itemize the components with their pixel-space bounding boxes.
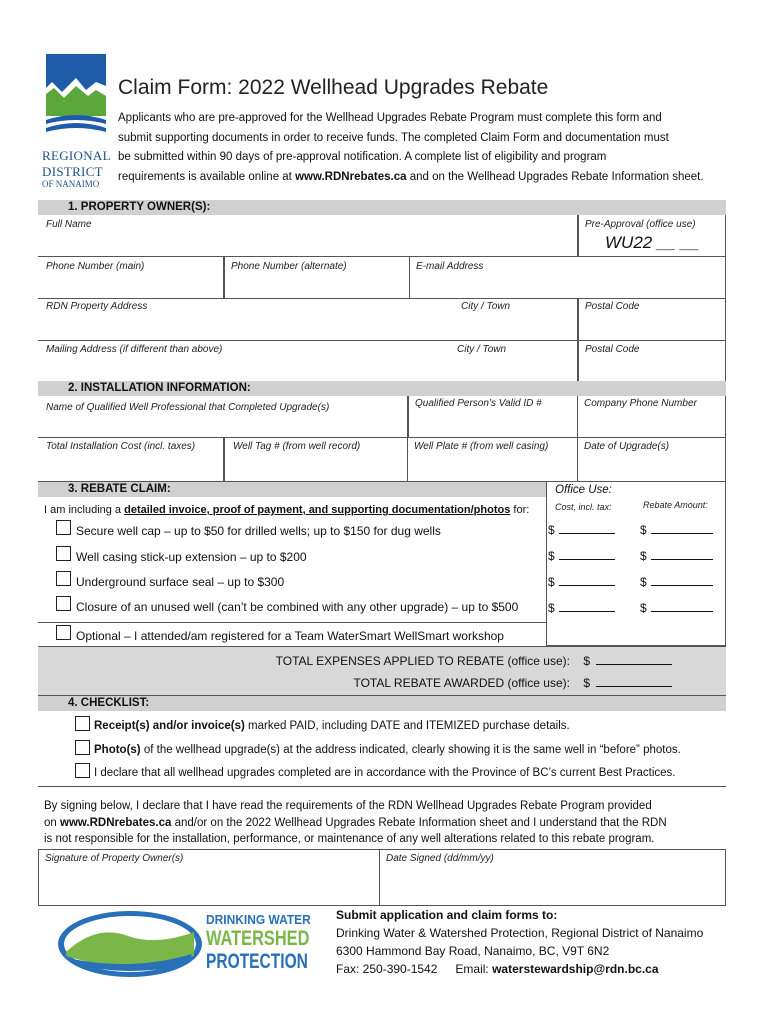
cost-incl-tax-label: Cost, incl. tax: — [555, 502, 612, 512]
section-4-header: 4. CHECKLIST: — [38, 696, 726, 711]
intro-line-4 — [118, 168, 738, 188]
pre-approval-label: Pre-Approval (office use) — [585, 219, 696, 230]
total-cost-field[interactable] — [38, 438, 224, 482]
rebate-casing-extension[interactable]: $ — [640, 548, 713, 563]
checkbox-receipts[interactable] — [75, 716, 90, 731]
total-expenses-row: TOTAL EXPENSES APPLIED TO REBATE (office use): $ — [276, 653, 672, 668]
rdn-logo-line-1: REGIONAL — [42, 148, 111, 163]
valid-id-field[interactable] — [408, 396, 578, 438]
checkbox-workshop[interactable] — [56, 625, 71, 640]
section-4-bottom-line — [38, 786, 726, 787]
submit-info — [336, 906, 703, 978]
section-3-header: 3. REBATE CLAIM: — [38, 482, 546, 497]
declaration-rdnrebates-link[interactable]: www.RDNrebates.ca — [60, 816, 172, 829]
item-well-closure: Closure of an unused well (can’t be combined with any other upgrade) – up to $500 — [76, 600, 519, 614]
item-workshop: Optional – I attended/am registered for a Team WaterSmart WellSmart workshop — [76, 629, 504, 643]
declaration-text — [44, 798, 730, 848]
checkbox-well-cap[interactable] — [56, 520, 71, 535]
phone-alt-field[interactable] — [224, 257, 410, 299]
dwwp-logo-line-2: WATERSHED — [206, 927, 310, 950]
full-name-field[interactable] — [38, 215, 578, 257]
rebate-well-closure[interactable]: $ — [640, 600, 713, 615]
email-field[interactable] — [410, 257, 726, 299]
city-town-label-2: City / Town — [457, 344, 507, 355]
submit-address-1: Drinking Water & Watershed Protection, Regional District of Nanaimo — [336, 926, 704, 940]
professional-name-label: Name of Qualified Well Professional that Completed Upgrade(s) — [46, 402, 330, 413]
company-phone-field[interactable] — [578, 396, 726, 438]
cost-well-cap[interactable]: $ — [548, 522, 615, 537]
rdn-logo — [40, 50, 112, 190]
postal-code-label-1: Postal Code — [585, 301, 640, 312]
cost-well-closure[interactable]: $ — [548, 600, 615, 615]
intro-suffix: and on the Wellhead Upgrades Rebate Information sheet. — [406, 170, 704, 183]
rdn-logo-mark-icon — [40, 50, 112, 140]
total-awarded-blank[interactable] — [596, 675, 672, 687]
total-awarded-label: TOTAL REBATE AWARDED (office use): — [353, 676, 570, 690]
checklist-photos-rest: of the wellhead upgrade(s) at the address indicated, clearly showing it is the same well in “before” photos. — [140, 744, 681, 756]
office-use-panel — [546, 482, 726, 646]
phone-main-label: Phone Number (main) — [46, 261, 145, 272]
checklist-photos — [94, 744, 681, 756]
well-plate-field[interactable] — [408, 438, 578, 482]
email-label: E-mail Address — [416, 261, 484, 272]
well-tag-field[interactable] — [224, 438, 408, 482]
signature-field[interactable] — [38, 849, 380, 906]
item-surface-seal: Underground surface seal – up to $300 — [76, 575, 285, 589]
company-phone-label: Company Phone Number — [584, 398, 697, 409]
including-text — [44, 504, 529, 516]
watershed-oval-icon — [56, 906, 206, 982]
date-signed-label: Date Signed (dd/mm/yy) — [386, 853, 494, 864]
phone-main-field[interactable] — [38, 257, 224, 299]
checkbox-well-closure[interactable] — [56, 596, 71, 611]
submit-heading: Submit application and claim forms to: — [336, 908, 558, 922]
item-casing-extension: Well casing stick-up extension – up to $200 — [76, 550, 307, 564]
valid-id-label: Qualified Person’s Valid ID # — [415, 398, 542, 409]
optional-row-line — [38, 622, 546, 623]
email-label-footer: Email: — [455, 962, 493, 976]
email-link[interactable]: waterstewardship@rdn.bc.ca — [492, 962, 659, 976]
total-expenses-label: TOTAL EXPENSES APPLIED TO REBATE (office use): — [275, 654, 570, 668]
item-well-cap: Secure well cap – up to $50 for drilled wells; up to $150 for dug wells — [76, 524, 441, 538]
rdn-logo-line-2: DISTRICT — [42, 164, 103, 179]
checklist-best-practices: I declare that all wellhead upgrades completed are in accordance with the Province of BC’s current Best Practices. — [94, 767, 676, 779]
checkbox-surface-seal[interactable] — [56, 571, 71, 586]
property-address-field[interactable] — [38, 299, 578, 341]
checklist-photos-bold: Photo(s) — [94, 744, 141, 756]
phone-alt-label: Phone Number (alternate) — [231, 261, 347, 272]
postal-code-field-2[interactable] — [578, 341, 726, 381]
property-address-label: RDN Property Address — [46, 301, 148, 312]
rebate-surface-seal[interactable]: $ — [640, 574, 713, 589]
cost-casing-extension[interactable]: $ — [548, 548, 615, 563]
date-signed-field[interactable] — [379, 849, 726, 906]
totals-panel — [38, 646, 726, 696]
checkbox-best-practices[interactable] — [75, 763, 90, 778]
well-tag-label: Well Tag # (from well record) — [233, 441, 361, 452]
declaration-line-3: is not responsible for the installation, performance, or maintenance of any well alterations related to this rebate program. — [44, 833, 655, 845]
intro-text — [118, 109, 738, 187]
dwwp-logo — [56, 906, 320, 982]
rdn-logo-line-3: OF NANAIMO — [42, 179, 100, 189]
submit-address-2: 6300 Hammond Bay Road, Nanaimo, BC, V9T 6N2 — [336, 944, 610, 958]
checklist-receipts — [94, 720, 570, 732]
pre-approval-field — [578, 215, 726, 257]
postal-code-label-2: Postal Code — [585, 344, 640, 355]
mailing-address-label: Mailing Address (if different than above) — [46, 344, 223, 355]
total-cost-label: Total Installation Cost (incl. taxes) — [46, 441, 196, 452]
wu-code: WU22 __ __ — [605, 233, 700, 252]
full-name-label: Full Name — [46, 219, 92, 230]
checkbox-photos[interactable] — [75, 740, 90, 755]
checklist-receipts-rest: marked PAID, including DATE and ITEMIZED purchase details. — [244, 720, 570, 732]
dwwp-logo-line-3: PROTECTION — [206, 950, 308, 973]
postal-code-field-1[interactable] — [578, 299, 726, 341]
fax-number: Fax: 250-390-1542 — [336, 962, 438, 976]
rebate-amount-label: Rebate Amount: — [643, 500, 708, 510]
checkbox-casing-extension[interactable] — [56, 546, 71, 561]
declaration-line-2 — [44, 815, 730, 832]
office-use-label: Office Use: — [555, 484, 612, 496]
section-1-header: 1. PROPERTY OWNER(S): — [38, 200, 726, 215]
including-underlined: detailed invoice, proof of payment, and supporting documentation/photos — [124, 504, 511, 516]
city-town-label-1: City / Town — [461, 301, 511, 312]
signature-label: Signature of Property Owner(s) — [45, 853, 184, 864]
section-2-header: 2. INSTALLATION INFORMATION: — [38, 381, 726, 396]
total-awarded-row: TOTAL REBATE AWARDED (office use): $ — [353, 675, 672, 690]
date-upgrade-label: Date of Upgrade(s) — [584, 441, 670, 452]
professional-name-field[interactable] — [38, 396, 408, 438]
intro-prefix: requirements is available online at — [118, 170, 296, 183]
mailing-address-field[interactable] — [38, 341, 578, 381]
page-title: Claim Form: 2022 Wellhead Upgrades Rebate — [118, 76, 549, 99]
declaration-line-1: By signing below, I declare that I have read the requirements of the RDN Wellhead Upgrades Rebate Program provided — [44, 800, 652, 812]
rdnrebates-link[interactable]: www.RDNrebates.ca — [295, 170, 407, 183]
including-prefix: I am including a — [44, 504, 125, 516]
rebate-well-cap[interactable]: $ — [640, 522, 713, 537]
intro-line-1: Applicants who are pre-approved for the Wellhead Upgrades Rebate Program must complete this form and — [118, 112, 662, 124]
date-upgrade-field[interactable] — [578, 438, 726, 482]
declaration-prefix: on — [44, 816, 60, 829]
submit-contact — [336, 960, 703, 978]
declaration-suffix: and/or on the 2022 Wellhead Upgrades Rebate Information sheet and I understand that the RDN — [171, 816, 667, 829]
intro-line-2: submit supporting documents in order to receive funds. The completed Claim Form and documentation must — [118, 131, 669, 144]
well-plate-label: Well Plate # (from well casing) — [414, 441, 549, 452]
cost-surface-seal[interactable]: $ — [548, 574, 615, 589]
checklist-receipts-bold: Receipt(s) and/or invoice(s) — [94, 720, 245, 732]
dwwp-logo-line-1: DRINKING WATER — [206, 912, 311, 927]
including-suffix: for: — [510, 504, 530, 516]
intro-line-3: be submitted within 90 days of pre-approval notification. A complete list of eligibility and program — [118, 151, 607, 163]
total-expenses-blank[interactable] — [596, 653, 672, 665]
